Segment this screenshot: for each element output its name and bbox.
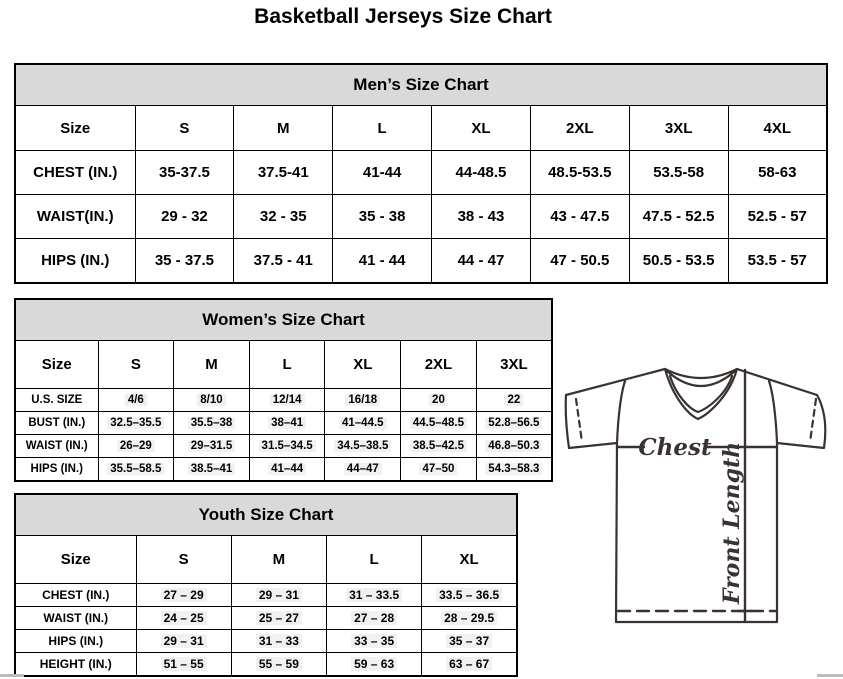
size-cell bbox=[136, 630, 231, 653]
table-row bbox=[15, 458, 552, 482]
size-cell bbox=[476, 458, 552, 482]
size-cell bbox=[422, 630, 517, 653]
mens-col-header: L bbox=[333, 106, 432, 151]
jersey-outline bbox=[566, 369, 826, 622]
page-title: Basketball Jerseys Size Chart bbox=[254, 5, 552, 28]
size-cell: 44 - 47 bbox=[432, 239, 531, 284]
size-cell bbox=[327, 584, 422, 607]
size-cell bbox=[476, 412, 552, 435]
size-cell bbox=[249, 435, 325, 458]
cell-value: 34.5–38.5 bbox=[334, 440, 391, 452]
size-cell bbox=[422, 607, 517, 630]
cell-value: 28 – 29.5 bbox=[441, 611, 497, 625]
size-cell bbox=[476, 435, 552, 458]
table-row bbox=[15, 195, 827, 239]
cell-value: 29–31.5 bbox=[188, 440, 236, 452]
size-cell: 35 - 37.5 bbox=[135, 239, 234, 284]
size-cell bbox=[422, 653, 517, 677]
size-cell bbox=[174, 412, 250, 435]
cell-value: 31.5–34.5 bbox=[259, 440, 316, 452]
cell-value: 46.8–50.3 bbox=[485, 440, 542, 452]
mens-col-header: M bbox=[234, 106, 333, 151]
size-cell bbox=[136, 607, 231, 630]
row-label: HIPS (IN.) bbox=[15, 239, 135, 284]
table-row bbox=[15, 607, 517, 630]
row-label: WAIST(IN.) bbox=[15, 195, 135, 239]
row-label: CHEST (IN.) bbox=[15, 151, 135, 195]
cell-value: 12/14 bbox=[270, 394, 305, 406]
size-cell bbox=[325, 458, 401, 482]
womens-size-table bbox=[14, 298, 553, 482]
table-row bbox=[15, 630, 517, 653]
size-cell bbox=[401, 458, 477, 482]
size-cell: 41 - 44 bbox=[333, 239, 432, 284]
youth-size-table bbox=[14, 493, 518, 677]
size-cell bbox=[325, 412, 401, 435]
cell-value: 38.5–41 bbox=[188, 463, 236, 475]
size-cell bbox=[174, 435, 250, 458]
size-cell bbox=[327, 630, 422, 653]
cell-value: 33.5 – 36.5 bbox=[436, 588, 502, 602]
cell-value: 44.5–48.5 bbox=[410, 417, 467, 429]
cell-value: 31 – 33.5 bbox=[346, 588, 402, 602]
cell-value: 20 bbox=[429, 394, 448, 406]
cell-value: 54.3–58.3 bbox=[485, 463, 542, 475]
size-cell bbox=[98, 458, 174, 482]
mens-size-table bbox=[14, 63, 828, 284]
youth-col-header: XL bbox=[422, 536, 517, 584]
size-cell bbox=[401, 412, 477, 435]
size-cell bbox=[327, 607, 422, 630]
cell-value: 35.5–38 bbox=[188, 417, 236, 429]
size-cell: 52.5 - 57 bbox=[728, 195, 827, 239]
mens-col-header: 3XL bbox=[629, 106, 728, 151]
cell-value: 41–44 bbox=[268, 463, 306, 475]
chest-label: Chest bbox=[638, 434, 712, 461]
mens-col-header: 4XL bbox=[728, 106, 827, 151]
cell-value: 47–50 bbox=[419, 463, 457, 475]
size-cell bbox=[174, 458, 250, 482]
youth-table-title: Youth Size Chart bbox=[15, 494, 517, 536]
cell-value: 29 – 31 bbox=[256, 588, 302, 602]
cell-value: 31 – 33 bbox=[256, 634, 302, 648]
row-label: CHEST (IN.) bbox=[15, 584, 136, 607]
size-cell: 37.5-41 bbox=[234, 151, 333, 195]
cell-value: 33 – 35 bbox=[351, 634, 397, 648]
size-cell bbox=[422, 584, 517, 607]
cell-value: 44–47 bbox=[344, 463, 382, 475]
size-cell: 35-37.5 bbox=[135, 151, 234, 195]
table-row bbox=[15, 389, 552, 412]
size-cell: 47 - 50.5 bbox=[530, 239, 629, 284]
row-label: HEIGHT (IN.) bbox=[15, 653, 136, 677]
cell-value: 27 – 28 bbox=[351, 611, 397, 625]
size-cell bbox=[249, 412, 325, 435]
jersey-diagram bbox=[555, 355, 843, 633]
womens-col-header: 3XL bbox=[476, 341, 552, 389]
table-row bbox=[15, 584, 517, 607]
cell-value: 41–44.5 bbox=[339, 417, 387, 429]
womens-table-title: Women’s Size Chart bbox=[15, 299, 552, 341]
cell-value: 63 – 67 bbox=[446, 657, 492, 671]
size-cell: 50.5 - 53.5 bbox=[629, 239, 728, 284]
cell-value: 55 – 59 bbox=[256, 657, 302, 671]
size-cell bbox=[325, 389, 401, 412]
cell-value: 24 – 25 bbox=[161, 611, 207, 625]
size-cell bbox=[98, 389, 174, 412]
womens-col-header: XL bbox=[325, 341, 401, 389]
size-cell: 35 - 38 bbox=[333, 195, 432, 239]
mens-col-header: 2XL bbox=[530, 106, 629, 151]
scrollbar-fragment-right[interactable] bbox=[817, 674, 843, 677]
size-cell: 47.5 - 52.5 bbox=[629, 195, 728, 239]
row-label: BUST (IN.) bbox=[15, 412, 98, 435]
row-label: WAIST (IN.) bbox=[15, 435, 98, 458]
table-row bbox=[15, 239, 827, 284]
size-cell bbox=[401, 435, 477, 458]
cell-value: 38–41 bbox=[268, 417, 306, 429]
size-cell: 29 - 32 bbox=[135, 195, 234, 239]
size-cell bbox=[136, 584, 231, 607]
size-cell: 37.5 - 41 bbox=[234, 239, 333, 284]
jersey-armhole-left bbox=[617, 381, 625, 443]
womens-col-header: M bbox=[174, 341, 250, 389]
cell-value: 22 bbox=[504, 394, 523, 406]
mens-table-title: Men’s Size Chart bbox=[15, 64, 827, 106]
womens-col-header: 2XL bbox=[401, 341, 477, 389]
cell-value: 32.5–35.5 bbox=[107, 417, 164, 429]
cell-value: 4/6 bbox=[125, 394, 147, 406]
size-cell: 48.5-53.5 bbox=[530, 151, 629, 195]
size-cell: 53.5 - 57 bbox=[728, 239, 827, 284]
womens-col-header: S bbox=[98, 341, 174, 389]
size-cell: 58-63 bbox=[728, 151, 827, 195]
size-cell bbox=[231, 584, 326, 607]
mens-col-header-size: Size bbox=[15, 106, 135, 151]
size-cell: 53.5-58 bbox=[629, 151, 728, 195]
youth-col-header-size: Size bbox=[15, 536, 136, 584]
jersey-sleeve-stitch-right bbox=[810, 399, 816, 442]
youth-col-header: M bbox=[231, 536, 326, 584]
womens-col-header-size: Size bbox=[15, 341, 98, 389]
row-label: WAIST (IN.) bbox=[15, 607, 136, 630]
size-cell: 32 - 35 bbox=[234, 195, 333, 239]
table-row bbox=[15, 412, 552, 435]
row-label: HIPS (IN.) bbox=[15, 458, 98, 482]
size-cell bbox=[476, 389, 552, 412]
jersey-vneck-inner bbox=[670, 376, 732, 412]
cell-value: 8/10 bbox=[197, 394, 225, 406]
size-cell: 38 - 43 bbox=[432, 195, 531, 239]
cell-value: 27 – 29 bbox=[161, 588, 207, 602]
mens-col-header: XL bbox=[432, 106, 531, 151]
jersey-armhole-right bbox=[769, 381, 777, 443]
cell-value: 26–29 bbox=[117, 440, 155, 452]
jersey-sleeve-stitch-left bbox=[576, 399, 582, 442]
cell-value: 52.8–56.5 bbox=[485, 417, 542, 429]
cell-value: 38.5–42.5 bbox=[410, 440, 467, 452]
size-cell: 44-48.5 bbox=[432, 151, 531, 195]
mens-col-header: S bbox=[135, 106, 234, 151]
row-label: U.S. SIZE bbox=[15, 389, 98, 412]
size-cell bbox=[327, 653, 422, 677]
size-cell bbox=[136, 653, 231, 677]
cell-value: 35.5–58.5 bbox=[107, 463, 164, 475]
cell-value: 16/18 bbox=[345, 394, 380, 406]
size-cell bbox=[231, 607, 326, 630]
cell-value: 29 – 31 bbox=[161, 634, 207, 648]
size-cell bbox=[401, 389, 477, 412]
size-cell bbox=[231, 630, 326, 653]
size-cell bbox=[174, 389, 250, 412]
table-row bbox=[15, 435, 552, 458]
womens-col-header: L bbox=[249, 341, 325, 389]
size-cell bbox=[98, 435, 174, 458]
table-row bbox=[15, 653, 517, 677]
size-cell bbox=[325, 435, 401, 458]
size-cell: 43 - 47.5 bbox=[530, 195, 629, 239]
cell-value: 35 – 37 bbox=[446, 634, 492, 648]
size-cell bbox=[98, 412, 174, 435]
size-cell bbox=[231, 653, 326, 677]
size-cell bbox=[249, 458, 325, 482]
cell-value: 59 – 63 bbox=[351, 657, 397, 671]
scrollbar-fragment-left[interactable] bbox=[0, 674, 24, 677]
youth-col-header: S bbox=[136, 536, 231, 584]
cell-value: 25 – 27 bbox=[256, 611, 302, 625]
size-cell: 41-44 bbox=[333, 151, 432, 195]
table-row bbox=[15, 151, 827, 195]
size-cell bbox=[249, 389, 325, 412]
cell-value: 51 – 55 bbox=[161, 657, 207, 671]
youth-col-header: L bbox=[327, 536, 422, 584]
row-label: HIPS (IN.) bbox=[15, 630, 136, 653]
front-length-label: Front Length bbox=[719, 441, 745, 605]
